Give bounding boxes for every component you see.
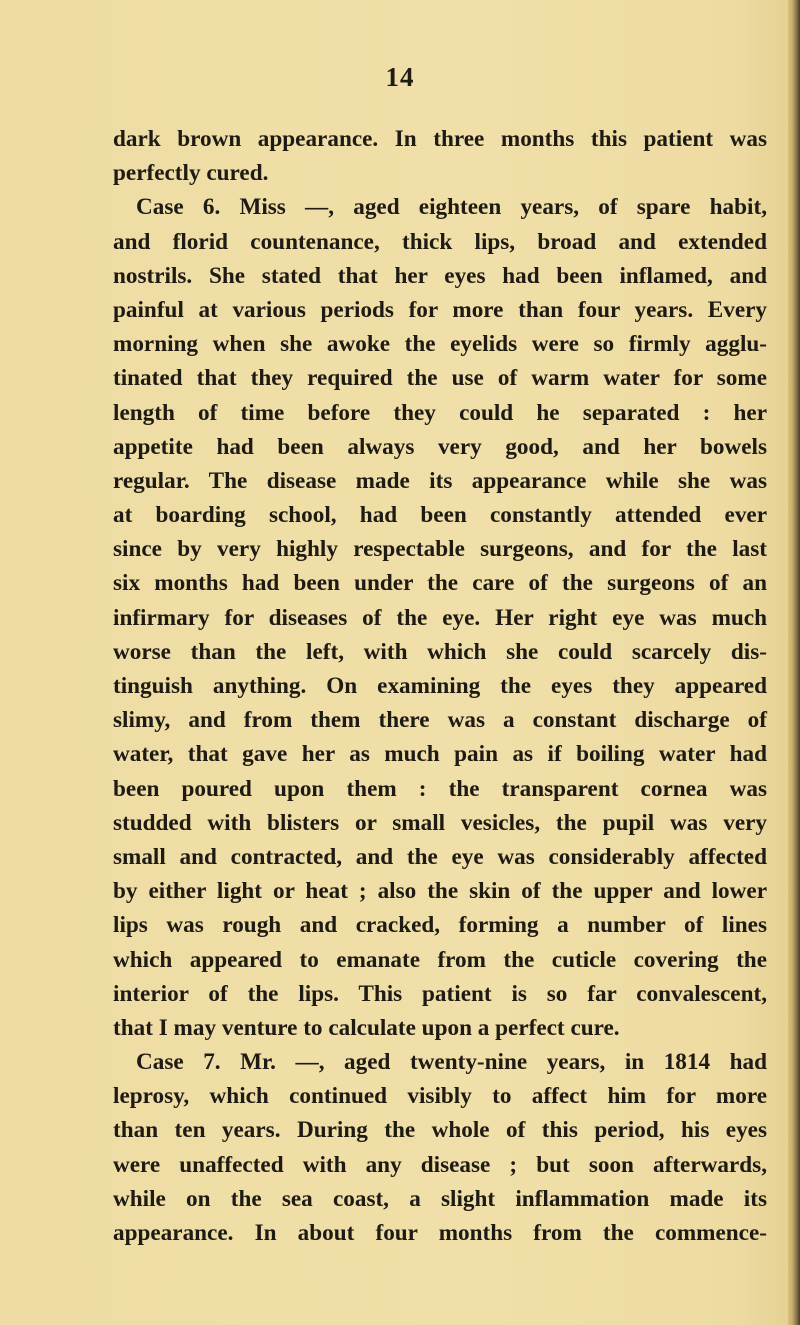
text-line: Case 6. Miss —, aged eighteen years, of spare habit, <box>136 194 767 221</box>
text-line: been poured upon them : the transparent cornea was <box>113 775 767 802</box>
text-line: appetite had been always very good, and her bowels <box>113 433 767 460</box>
text-line: painful at various periods for more than four years. Every <box>113 296 767 323</box>
page-edge-shadow <box>788 0 800 1325</box>
text-line: length of time before they could he separated : her <box>113 399 767 426</box>
text-line: tinated that they required the use of warm water for some <box>113 365 767 392</box>
text-line: since by very highly respectable surgeons, and for the last <box>113 536 767 563</box>
text-line: while on the sea coast, a slight inflammation made its <box>113 1185 767 1212</box>
text-line: than ten years. During the whole of this period, his eyes <box>113 1117 767 1144</box>
text-line: by either light or heat ; also the skin of the upper and lower <box>113 878 767 905</box>
text-line: dark brown appearance. In three months this patient was <box>113 126 767 152</box>
text-line: were unaffected with any disease ; but soon afterwards, <box>113 1151 767 1178</box>
text-line: regular. The disease made its appearance while she was <box>113 467 767 494</box>
text-line: small and contracted, and the eye was considerably affected <box>113 843 767 870</box>
text-line: that I may venture to calculate upon a perfect cure. <box>113 1014 620 1041</box>
text-line: morning when she awoke the eyelids were so firmly agglu- <box>113 331 767 358</box>
body-text <box>113 122 767 1250</box>
text-line: Case 7. Mr. —, aged twenty-nine years, in 1814 had <box>136 1049 767 1076</box>
text-line: interior of the lips. This patient is so far convalescent, <box>113 980 767 1007</box>
text-line: which appeared to emanate from the cuticle covering the <box>113 946 767 973</box>
page-number: 14 <box>385 62 415 92</box>
text-line: at boarding school, had been constantly attended ever <box>113 502 767 529</box>
text-line: perfectly cured. <box>113 160 269 187</box>
text-line: worse than the left, with which she could scarcely dis- <box>113 638 767 665</box>
text-line: lips was rough and cracked, forming a number of lines <box>113 912 767 939</box>
text-line: infirmary for diseases of the eye. Her right eye was much <box>113 604 767 631</box>
text-line: appearance. In about four months from the commence- <box>113 1220 767 1246</box>
text-line: leprosy, which continued visibly to affect him for more <box>113 1083 767 1110</box>
text-line: studded with blisters or small vesicles, the pupil was very <box>113 809 767 836</box>
text-line: nostrils. She stated that her eyes had been inflamed, and <box>113 262 767 289</box>
text-line: and florid countenance, thick lips, broad and extended <box>113 228 767 255</box>
text-line: six months had been under the care of the surgeons of an <box>113 570 767 597</box>
text-line: slimy, and from them there was a constant discharge of <box>113 707 767 734</box>
text-line: tinguish anything. On examining the eyes they appeared <box>113 673 767 699</box>
text-line: water, that gave her as much pain as if boiling water had <box>113 741 767 768</box>
